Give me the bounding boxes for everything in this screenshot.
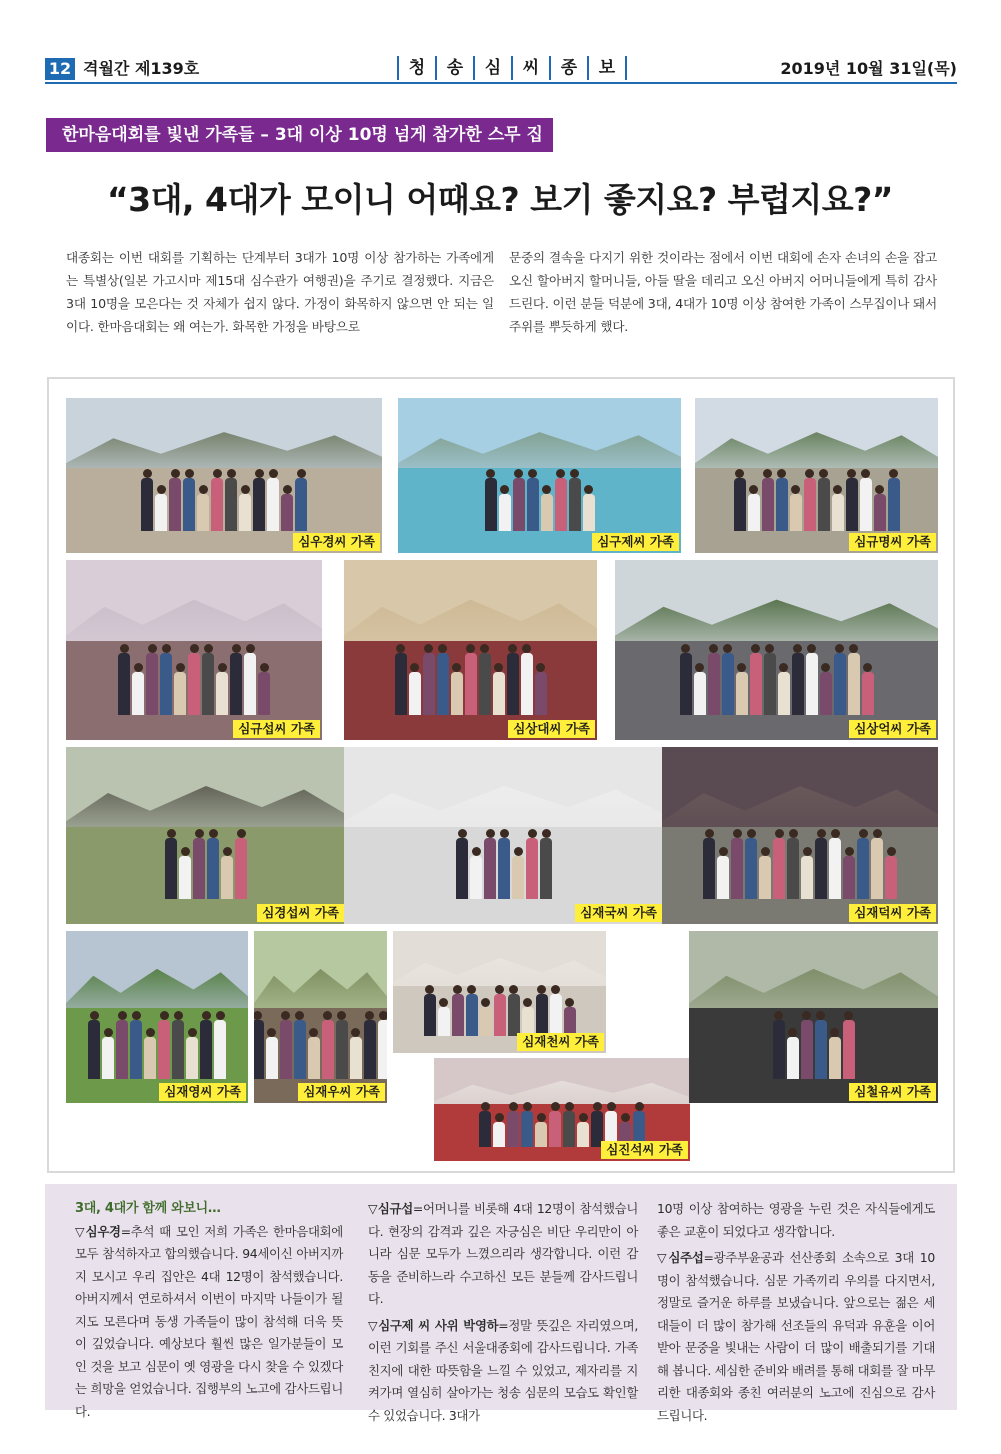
person-figure — [857, 829, 869, 899]
person-figure — [832, 485, 844, 531]
person-figure — [605, 1102, 617, 1147]
person-figure — [507, 644, 519, 715]
group-of-people — [364, 632, 577, 715]
testimonial-name: ▽심구제 씨 사위 박영하 — [368, 1317, 499, 1333]
person-figure — [736, 663, 748, 715]
photo-caption: 심우경씨 가족 — [293, 533, 380, 551]
person-figure — [179, 847, 191, 899]
photo-caption: 심재우씨 가족 — [298, 1083, 385, 1101]
header-rule — [45, 82, 957, 84]
testimonial — [368, 1198, 638, 1311]
person-figure — [214, 1011, 226, 1079]
person-figure — [230, 644, 242, 715]
testimonial-column-2 — [368, 1198, 638, 1427]
person-figure — [202, 644, 214, 715]
family-photo — [615, 560, 938, 740]
person-figure — [499, 485, 511, 531]
testimonials-box — [45, 1184, 957, 1423]
person-figure — [423, 644, 435, 715]
photo-caption: 심재국씨 가족 — [575, 904, 662, 922]
person-figure — [843, 1011, 855, 1079]
photo-collage — [47, 377, 955, 1173]
person-figure — [583, 485, 595, 531]
person-figure — [479, 644, 491, 715]
person-figure — [874, 485, 886, 531]
testimonials-title: 3대, 4대가 함께 와보니… — [75, 1201, 221, 1216]
person-figure — [239, 485, 251, 531]
person-figure — [88, 1011, 100, 1079]
person-figure — [862, 663, 874, 715]
testimonial — [657, 1247, 935, 1427]
person-figure — [280, 1011, 292, 1079]
group-of-people — [454, 1099, 669, 1146]
person-figure — [541, 485, 553, 531]
person-figure — [820, 663, 832, 715]
person-figure — [466, 985, 478, 1036]
page-number: 12 — [45, 58, 75, 80]
person-figure — [211, 469, 223, 531]
lead-text-1: 대종회는 이번 대회를 기획하는 단계부터 3대가 10명 이상 참가하는 가족에게는 특별상(일본 가고시마 제15대 심수관가 여행권)을 주기로 결정했다. 지금은 3대 10명을 모은다는 것 자체가 쉽지 않다. 가정이 화목하지 않으면 안 되는 일이다. 한마음대회는 왜 여는가. 화목한 가정을 바탕으로 — [66, 250, 494, 334]
person-figure — [787, 829, 799, 899]
person-figure — [507, 1102, 519, 1147]
group-of-people — [410, 980, 589, 1036]
photo-caption: 심진석씨 가족 — [601, 1141, 688, 1159]
person-figure — [102, 1028, 114, 1079]
person-figure — [188, 644, 200, 715]
person-figure — [216, 663, 228, 715]
person-figure — [165, 829, 177, 899]
person-figure — [806, 644, 818, 715]
person-figure — [479, 1102, 491, 1147]
person-figure — [535, 663, 547, 715]
photo-caption: 심규섭씨 가족 — [233, 720, 320, 738]
person-figure — [815, 1011, 827, 1079]
person-figure — [801, 1011, 813, 1079]
family-photo — [344, 747, 664, 924]
photo-caption: 심상억씨 가족 — [849, 720, 936, 738]
person-figure — [527, 469, 539, 531]
group-of-people — [81, 1000, 234, 1079]
person-figure — [493, 1113, 505, 1147]
family-photo — [66, 931, 248, 1103]
person-figure — [848, 644, 860, 715]
person-figure — [888, 469, 900, 531]
testimonial — [368, 1315, 638, 1428]
person-figure — [225, 469, 237, 531]
person-figure — [424, 985, 436, 1036]
family-photo — [66, 560, 322, 740]
person-figure — [563, 1102, 575, 1147]
person-figure — [451, 663, 463, 715]
person-figure — [235, 829, 247, 899]
person-figure — [395, 644, 407, 715]
family-photo — [393, 931, 606, 1053]
person-figure — [555, 469, 567, 531]
photo-caption: 심구제씨 가족 — [592, 533, 679, 551]
person-figure — [186, 1028, 198, 1079]
person-figure — [776, 469, 788, 531]
person-figure — [633, 1102, 645, 1147]
person-figure — [378, 1011, 388, 1079]
person-figure — [470, 847, 482, 899]
person-figure — [480, 998, 492, 1036]
person-figure — [550, 985, 562, 1036]
testimonial-name: ▽심주섭 — [657, 1250, 704, 1265]
photo-caption: 심규명씨 가족 — [849, 533, 936, 551]
person-figure — [773, 829, 785, 899]
person-figure — [564, 998, 576, 1036]
testimonial-text: =광주부윤공과 선산종회 소속으로 3대 10명이 참석했습니다. 심문 가족끼리 우의를 다지면서, 정말로 즐거운 하루를 보냈습니다. 앞으로는 젊은 세대들이 더 많이 참가해 선조들의 유덕과 유훈을 이어받아 문중을 빛내는 사람이 더 많이 배출되기를 기대해 봅니다. 세심한 준비와 배려를 통해 대회를 잘 마무리한 대종회와 종친 여러분의 노고에 진심으로 감사드립니다. — [657, 1250, 935, 1423]
person-figure — [801, 847, 813, 899]
testimonial-column-1 — [75, 1198, 343, 1423]
person-figure — [485, 469, 497, 531]
person-figure — [829, 1028, 841, 1079]
person-figure — [294, 1011, 306, 1079]
person-figure — [130, 1011, 142, 1079]
person-figure — [118, 644, 130, 715]
headline: “3대, 4대가 모이니 어때요? 보기 좋지요? 부럽지요?” — [106, 180, 893, 219]
person-figure — [734, 469, 746, 531]
page-header — [45, 56, 957, 82]
group-of-people — [88, 818, 323, 899]
person-figure — [512, 847, 524, 899]
person-figure — [267, 469, 279, 531]
family-photo — [434, 1058, 690, 1161]
testimonial-text: =정말 뜻깊은 자리였으며, 이런 기회를 주신 서울대종회에 감사드립니다. 가족 친지에 대한 따뜻함을 느낄 수 있었고, 제자리를 지켜가며 열심히 살아가는 청송 심문의 모습도 확인할 수 있었습니다. 3대가 — [368, 1317, 638, 1423]
person-figure — [787, 1028, 799, 1079]
section-banner: 한마음대회를 빛낸 가족들 – 3대 이상 10명 넘게 참가한 스무 집 — [46, 118, 553, 152]
person-figure — [160, 644, 172, 715]
person-figure — [221, 847, 233, 899]
photo-caption: 심재천씨 가족 — [517, 1033, 604, 1051]
person-figure — [438, 998, 450, 1036]
masthead-divider — [625, 56, 627, 80]
person-figure — [498, 829, 510, 899]
person-figure — [508, 985, 520, 1036]
person-figure — [494, 985, 506, 1036]
person-figure — [409, 663, 421, 715]
person-figure — [266, 1028, 278, 1079]
person-figure — [281, 485, 293, 531]
group-of-people — [714, 460, 918, 531]
person-figure — [116, 1011, 128, 1079]
lead-paragraph-2 — [509, 246, 937, 338]
person-figure — [722, 644, 734, 715]
person-figure — [322, 1011, 334, 1079]
person-figure — [484, 829, 496, 899]
person-figure — [804, 469, 816, 531]
person-figure — [207, 829, 219, 899]
person-figure — [174, 663, 186, 715]
person-figure — [308, 1028, 320, 1079]
photo-caption: 심경섭씨 가족 — [257, 904, 344, 922]
person-figure — [132, 663, 144, 715]
person-figure — [452, 985, 464, 1036]
person-figure — [748, 485, 760, 531]
family-photo — [254, 931, 387, 1103]
masthead-char: 심 — [473, 56, 511, 80]
person-figure — [818, 469, 830, 531]
person-figure — [146, 644, 158, 715]
testimonial — [657, 1198, 935, 1243]
person-figure — [244, 644, 256, 715]
person-figure — [871, 829, 883, 899]
person-figure — [197, 485, 209, 531]
person-figure — [885, 847, 897, 899]
group-of-people — [370, 818, 639, 899]
person-figure — [577, 1113, 589, 1147]
person-figure — [521, 1102, 533, 1147]
person-figure — [258, 663, 270, 715]
photo-caption: 심재영씨 가족 — [159, 1083, 246, 1101]
person-figure — [350, 1028, 362, 1079]
person-figure — [790, 485, 802, 531]
person-figure — [437, 644, 449, 715]
person-figure — [536, 985, 548, 1036]
person-figure — [843, 847, 855, 899]
person-figure — [759, 847, 771, 899]
family-photo — [398, 398, 681, 553]
person-figure — [860, 469, 872, 531]
person-figure — [526, 829, 538, 899]
person-figure — [764, 644, 776, 715]
group-of-people — [421, 460, 659, 531]
person-figure — [522, 998, 534, 1036]
person-figure — [456, 829, 468, 899]
masthead — [397, 56, 627, 80]
group-of-people — [86, 632, 301, 715]
person-figure — [172, 1011, 184, 1079]
group-of-people — [641, 632, 912, 715]
person-figure — [680, 644, 692, 715]
person-figure — [155, 485, 167, 531]
person-figure — [591, 1102, 603, 1147]
person-figure — [773, 1011, 785, 1079]
testimonial-text: =어머니를 비롯해 4대 12명이 참석했습니다. 현장의 감격과 깊은 자긍심은 비단 우리만이 아니라 심문 모두가 느꼈으리라 생각합니다. 이런 감동을 준비하느라 수고하신 모든 분들께 감사드립니다. — [368, 1201, 638, 1306]
issue-date: 2019년 10월 31일(목) — [780, 59, 957, 78]
person-figure — [493, 663, 505, 715]
person-figure — [717, 847, 729, 899]
photo-caption: 심재덕씨 가족 — [849, 904, 936, 922]
person-figure — [540, 829, 552, 899]
person-figure — [465, 644, 477, 715]
lead-paragraph-1 — [66, 246, 494, 338]
family-photo — [662, 747, 938, 924]
masthead-char: 보 — [587, 56, 625, 80]
person-figure — [846, 469, 858, 531]
photo-caption: 심상대씨 가족 — [508, 720, 595, 738]
person-figure — [144, 1028, 156, 1079]
testimonial-name: ▽심규섭 — [368, 1201, 413, 1216]
masthead-char: 종 — [549, 56, 587, 80]
family-photo — [66, 747, 346, 924]
person-figure — [792, 644, 804, 715]
person-figure — [253, 469, 265, 531]
person-figure — [762, 469, 774, 531]
photo-caption: 심철유씨 가족 — [849, 1083, 936, 1101]
issue-label: 격월간 제139호 — [83, 59, 200, 78]
testimonial-column-3 — [657, 1198, 935, 1427]
group-of-people — [91, 460, 356, 531]
person-figure — [708, 644, 720, 715]
family-photo — [689, 931, 938, 1103]
person-figure — [295, 469, 307, 531]
person-figure — [778, 663, 790, 715]
person-figure — [141, 469, 153, 531]
person-figure — [254, 1011, 264, 1079]
person-figure — [829, 829, 841, 899]
person-figure — [703, 829, 715, 899]
person-figure — [169, 469, 181, 531]
lead-text-2: 문중의 결속을 다지기 위한 것이라는 점에서 이번 대회에 손자 손녀의 손을 잡고 오신 할아버지 할머니들, 아들 딸을 데리고 오신 아버지 어머니들에게 특히 감사드린다. 이런 분들 덕분에 3대, 4대가 10명 이상 참여한 가족이 스무집이나 돼서 주위를 뿌듯하게 했다. — [509, 250, 937, 334]
group-of-people — [684, 818, 916, 899]
person-figure — [731, 829, 743, 899]
testimonial — [75, 1221, 343, 1424]
person-figure — [364, 1011, 376, 1079]
person-figure — [834, 644, 846, 715]
person-figure — [336, 1011, 348, 1079]
person-figure — [815, 829, 827, 899]
person-figure — [200, 1011, 212, 1079]
masthead-char: 송 — [435, 56, 473, 80]
person-figure — [549, 1102, 561, 1147]
group-of-people — [265, 1000, 377, 1079]
masthead-char: 청 — [397, 56, 435, 80]
person-figure — [193, 829, 205, 899]
person-figure — [569, 469, 581, 531]
person-figure — [513, 469, 525, 531]
person-figure — [694, 663, 706, 715]
testimonial-name: ▽심우경 — [75, 1223, 121, 1239]
family-photo — [66, 398, 382, 553]
family-photo — [344, 560, 597, 740]
testimonial-text: =추석 때 모인 저희 가족은 한마음대회에 모두 참석하자고 합의했습니다. 94세이신 아버지까지 모시고 우리 집안은 4대 12명이 참석했습니다. 아버지께서 연로하셔서 이번이 마지막 나들이가 될지도 모른다며 동생 가족들이 많이 참석해 더욱 뜻이 깊었습니다. 예상보다 훨씬 많은 일가분들이 모인 것을 보고 심문이 옛 영광을 다시 찾을 수 있겠다는 희망을 얻었습니다. 집행부의 노고에 감사드립니다. — [75, 1223, 343, 1419]
family-photo — [695, 398, 938, 553]
person-figure — [745, 829, 757, 899]
person-figure — [158, 1011, 170, 1079]
person-figure — [521, 644, 533, 715]
person-figure — [183, 469, 195, 531]
person-figure — [535, 1113, 547, 1147]
group-of-people — [709, 1000, 918, 1079]
testimonial-text: 10명 이상 참여하는 영광을 누린 것은 자식들에게도 좋은 교훈이 되었다고 생각합니다. — [657, 1201, 935, 1239]
masthead-char: 씨 — [511, 56, 549, 80]
person-figure — [750, 644, 762, 715]
